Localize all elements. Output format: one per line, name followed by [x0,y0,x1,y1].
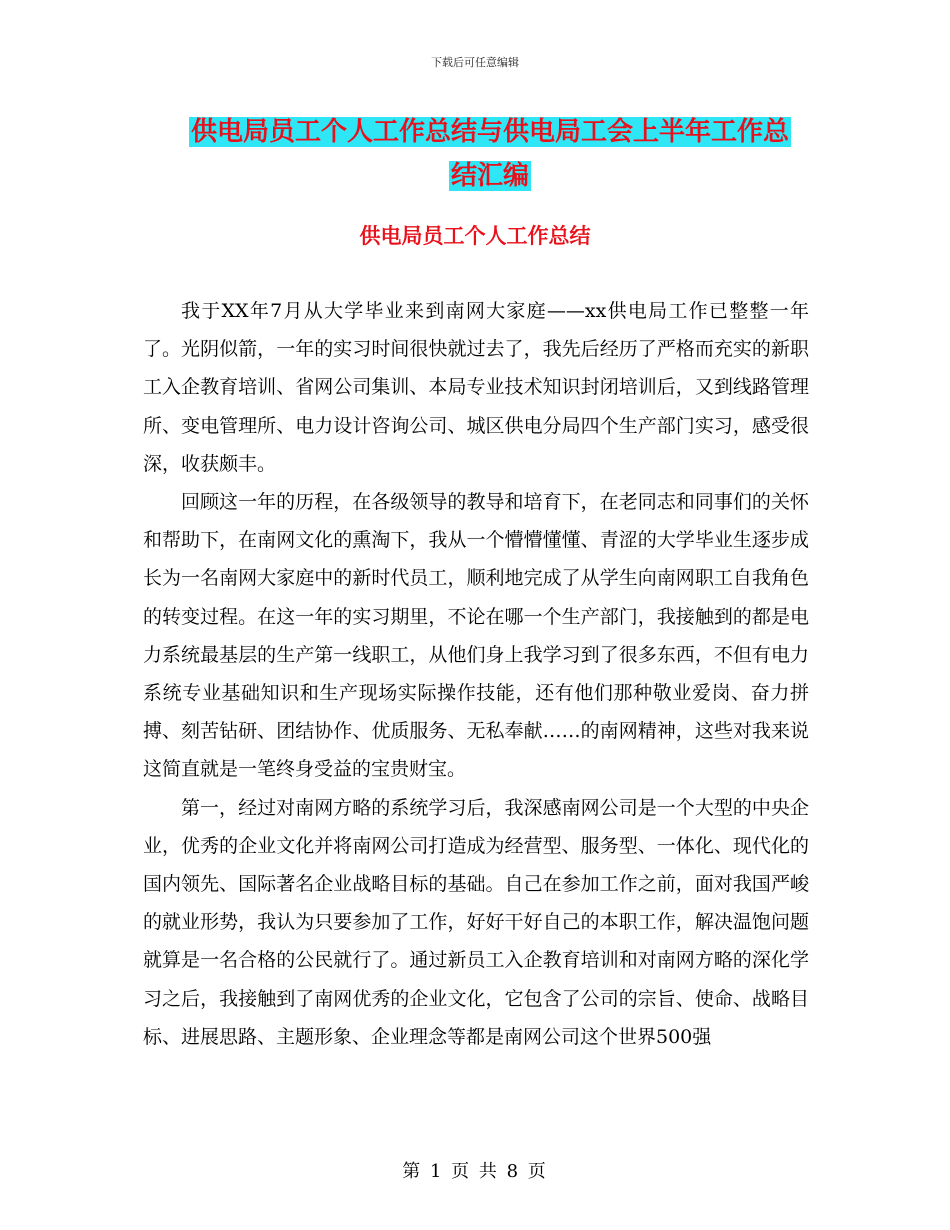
header-note: 下载后可任意编辑 [431,56,519,69]
title-line-1: 供电局员工个人工作总结与供电局工会上半年工作总 [190,117,789,147]
paragraph-1: 我于XX年7月从大学毕业来到南网大家庭——xx供电局工作已整整一年了。光阴似箭，一年的实习时间很快就过去了，我先后经历了严格而充实的新职工入企教育培训、省网公司集训、本局专业技术知识封闭培训后，又到线路管理所、变电管理所、电力设计咨询公司、城区供电分局四个生产部门实习，感受很深，收获颇丰。 [143,300,809,475]
document-title [150,110,830,198]
document-body [143,292,809,1056]
title-line-2: 结汇编 [450,161,529,191]
section-title: 供电局员工个人工作总结 [359,224,591,248]
paragraph-2: 回顾这一年的历程，在各级领导的教导和培育下，在老同志和同事们的关怀和帮助下，在南网文化的熏淘下，我从一个懵懵懂懂、青涩的大学毕业生逐步成长为一名南网大家庭中的新时代员工，顺利地完成了从学生向南网职工自我角色的转变过程。在这一年的实习期里，不论在哪一个生产部门，我接触到的都是电力系统最基层的生产第一线职工，从他们身上我学习到了很多东西，不但有电力系统专业基础知识和生产现场实际操作技能，还有他们那种敬业爱岗、奋力拼搏、刻苦钻研、团结协作、优质服务、无私奉献……的南网精神，这些对我来说这简直就是一笔终身受益的宝贵财宝。 [143,491,809,781]
page-footer: 第 1 页 共 8 页 [402,1161,548,1182]
paragraph-3: 第一，经过对南网方略的系统学习后，我深感南网公司是一个大型的中央企业，优秀的企业文化并将南网公司打造成为经营型、服务型、一体化、现代化的国内领先、国际著名企业战略目标的基础。自己在参加工作之前，面对我国严峻的就业形势，我认为只要参加了工作，好好干好自己的本职工作，解决温饱问题就算是一名合格的公民就行了。通过新员工入企教育培训和对南网方略的深化学习之后，我接触到了南网优秀的企业文化，它包含了公司的宗旨、使命、战略目标、进展思路、主题形象、企业理念等都是南网公司这个世界500强 [143,796,809,1048]
